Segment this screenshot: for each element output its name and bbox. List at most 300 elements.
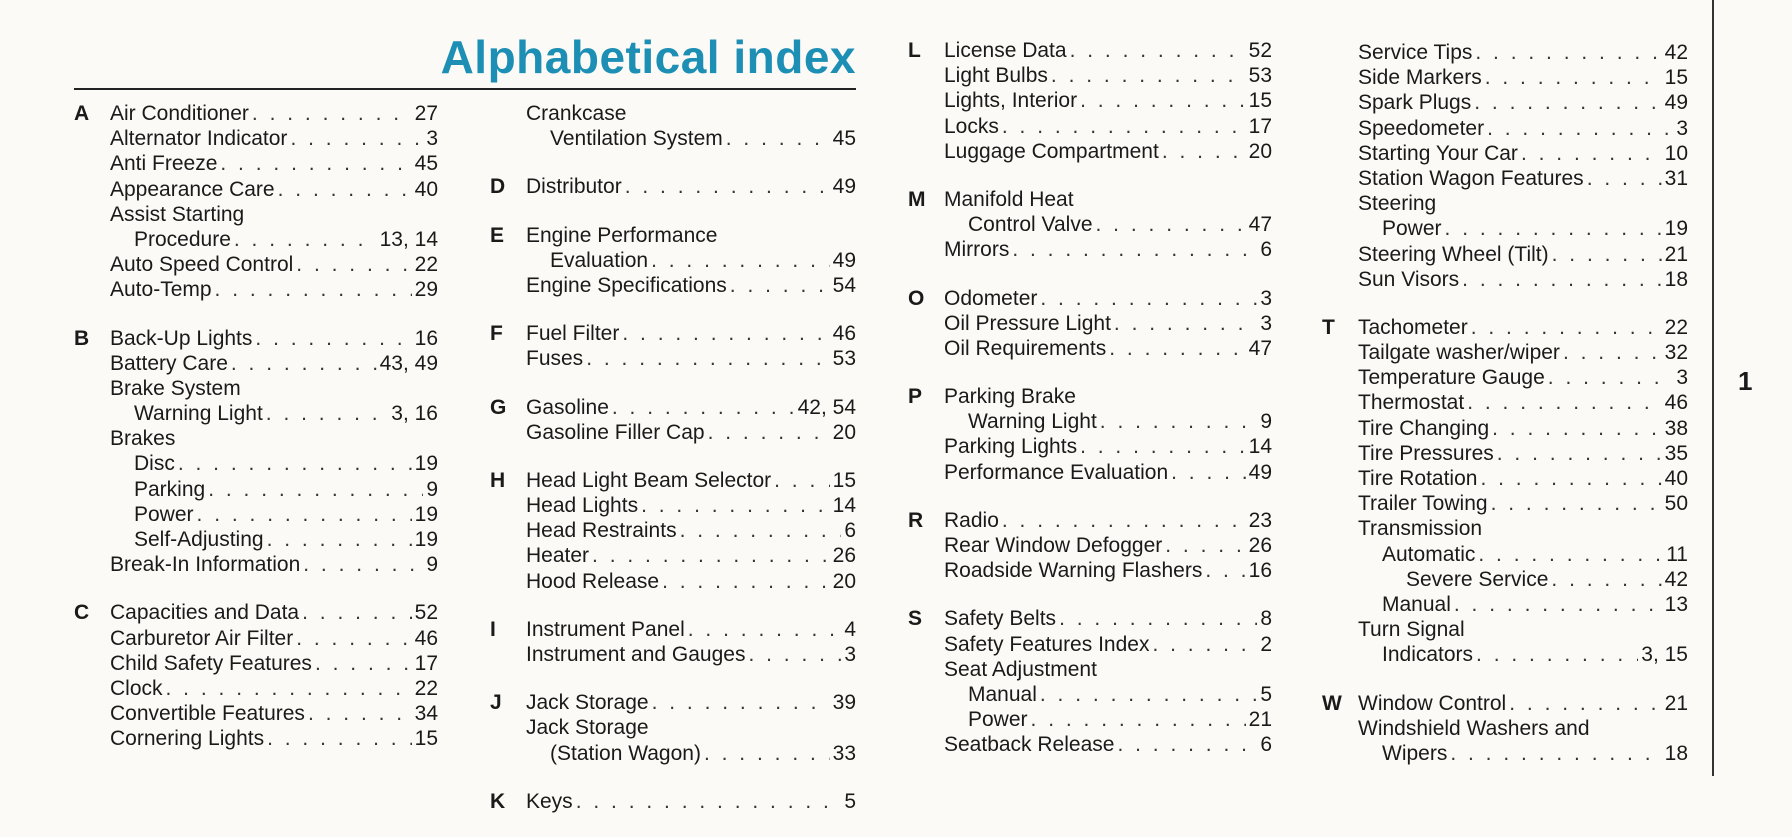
index-entry	[908, 187, 1272, 212]
entry-text: Window Control	[1358, 691, 1507, 715]
dot-leader	[302, 600, 412, 625]
entry-page-number: 3	[844, 643, 856, 666]
index-entry	[490, 741, 856, 766]
entry-text: Hood Release	[526, 569, 660, 593]
dot-leader	[234, 227, 377, 252]
section-letter: M	[908, 187, 926, 211]
index-entry	[1322, 441, 1688, 466]
entry-page-number: 49	[1248, 460, 1272, 484]
entry-text: Jack Storage	[526, 716, 649, 740]
index-entry	[490, 248, 856, 273]
entry-text: Power	[134, 502, 194, 526]
entry-page-number: 8	[1260, 607, 1272, 631]
index-entry	[74, 502, 438, 527]
index-entry	[490, 789, 856, 814]
index-entry	[74, 277, 438, 302]
index-entry	[490, 174, 856, 199]
index-section-b	[74, 326, 438, 578]
section-letter: W	[1322, 691, 1342, 715]
dot-leader	[1040, 286, 1257, 311]
index-entry	[1322, 466, 1688, 491]
entry-page-number: 21	[1664, 691, 1688, 715]
dot-leader	[1165, 533, 1245, 558]
index-section-f	[490, 321, 856, 371]
dot-leader	[267, 726, 412, 751]
entry-text: Warning Light	[134, 402, 263, 426]
index-entry	[908, 682, 1272, 707]
entry-text: Clock	[110, 676, 163, 700]
section-letter: E	[490, 223, 505, 247]
entry-text: Carburetor Air Filter	[110, 626, 294, 650]
entry-page-number: 34	[414, 702, 438, 726]
entry-page-number: 21	[1248, 708, 1272, 732]
dot-leader	[296, 252, 411, 277]
index-entry	[74, 252, 438, 277]
dot-leader	[652, 690, 830, 715]
entry-page-number: 14	[832, 494, 856, 518]
entry-text: Safety Belts	[944, 607, 1057, 631]
entry-page-number: 9	[1260, 410, 1272, 434]
index-entry	[74, 477, 438, 502]
section-letter: D	[490, 175, 506, 199]
entry-page-number: 4	[844, 617, 856, 641]
index-entry	[908, 212, 1272, 237]
entry-page-number: 52	[414, 601, 438, 625]
entry-page-number: 19	[1664, 217, 1688, 241]
index-entry	[74, 701, 438, 726]
dot-leader	[1492, 416, 1662, 441]
entry-text: Severe Service	[1406, 567, 1549, 591]
entry-page-number: 18	[1664, 741, 1688, 765]
dot-leader	[1474, 90, 1661, 115]
entry-page-number: 17	[414, 651, 438, 675]
index-entry	[908, 88, 1272, 113]
index-entry	[490, 518, 856, 543]
entry-page-number: 53	[832, 347, 856, 371]
entry-text: Station Wagon Features	[1358, 166, 1584, 190]
entry-text: Assist Starting	[110, 202, 245, 226]
entry-text: Luggage Compartment	[944, 139, 1159, 163]
dot-leader	[1117, 732, 1257, 757]
index-entry	[1322, 691, 1688, 716]
entry-page-number: 31	[1664, 166, 1688, 190]
dot-leader	[1521, 141, 1662, 166]
entry-text: Back-Up Lights	[110, 326, 253, 350]
entry-text: Jack Storage	[526, 691, 649, 715]
entry-text: Child Safety Features	[110, 651, 312, 675]
dot-leader	[1109, 336, 1245, 361]
index-entry	[1322, 567, 1688, 592]
entry-page-number: 3	[1260, 286, 1272, 310]
index-entry	[1322, 315, 1688, 340]
dot-leader	[1080, 434, 1246, 459]
dot-leader	[255, 326, 411, 351]
index-entry	[908, 632, 1272, 657]
entry-text: Auto Speed Control	[110, 253, 294, 277]
entry-page-number: 3	[1676, 366, 1688, 390]
entry-page-number: 50	[1664, 492, 1688, 516]
entry-text: Head Lights	[526, 494, 639, 518]
entry-page-number: 9	[426, 477, 438, 501]
entry-page-number: 26	[832, 544, 856, 568]
index-entry	[490, 690, 856, 715]
index-entry	[490, 346, 856, 371]
entry-page-number: 29	[414, 278, 438, 302]
entry-page-number: 18	[1664, 267, 1688, 291]
index-section-d	[490, 174, 856, 199]
dot-leader	[641, 493, 830, 518]
entry-text: Seatback Release	[944, 733, 1115, 757]
index-entry	[908, 707, 1272, 732]
dot-leader	[625, 174, 830, 199]
entry-text: Gasoline	[526, 395, 609, 419]
index-entry	[1322, 491, 1688, 516]
dot-leader	[1080, 88, 1246, 113]
index-entry	[1322, 191, 1688, 216]
index-section-w	[1322, 691, 1688, 767]
dot-leader	[1497, 441, 1662, 466]
section-letter: F	[490, 322, 503, 346]
entry-page-number: 46	[414, 626, 438, 650]
index-section-c	[74, 600, 438, 751]
index-entry	[1322, 116, 1688, 141]
entry-text: Tailgate washer/wiper	[1358, 341, 1560, 365]
index-entry	[74, 401, 438, 426]
index-entry	[74, 101, 438, 126]
index-entry	[74, 726, 438, 751]
entry-page-number: 5	[844, 789, 856, 813]
entry-text: Disc	[134, 452, 175, 476]
dot-leader	[308, 701, 412, 726]
page-number: 1	[1738, 366, 1753, 396]
entry-page-number: 42	[1664, 567, 1688, 591]
dot-leader	[303, 552, 423, 577]
dot-leader	[1096, 212, 1246, 237]
entry-page-number: 19	[414, 528, 438, 551]
index-entry	[490, 273, 856, 298]
index-entry	[1322, 617, 1688, 642]
entry-text: Safety Features Index	[944, 632, 1150, 656]
entry-text: Indicators	[1382, 643, 1474, 667]
entry-text: Mirrors	[944, 238, 1010, 262]
entry-page-number: 47	[1248, 336, 1272, 360]
dot-leader	[1002, 508, 1246, 533]
entry-text: Manifold Heat	[944, 187, 1074, 211]
dot-leader	[1454, 592, 1662, 617]
entry-page-number: 49	[832, 248, 856, 272]
entry-page-number: 15	[1664, 66, 1688, 90]
index-entry	[74, 376, 438, 401]
section-letter: P	[908, 385, 923, 409]
entry-page-number: 19	[414, 502, 438, 526]
index-entry	[490, 126, 856, 151]
dot-leader	[1462, 267, 1661, 292]
index-section-m	[908, 187, 1272, 263]
index-section-continued	[490, 101, 856, 151]
index-entry	[490, 223, 856, 248]
entry-page-number: 5	[1260, 682, 1272, 706]
entry-text: Side Markers	[1358, 66, 1482, 90]
dot-leader	[1051, 63, 1246, 88]
dot-leader	[1487, 116, 1673, 141]
entry-page-number: 45	[414, 152, 438, 176]
dot-leader	[220, 151, 411, 176]
dot-leader	[1548, 365, 1674, 390]
dot-leader	[290, 126, 423, 151]
entry-text: Parking	[134, 477, 206, 501]
entry-page-number: 22	[1664, 315, 1688, 339]
page-title: Alphabetical index	[440, 31, 856, 83]
section-letter: S	[908, 607, 923, 631]
entry-text: Transmission	[1358, 517, 1483, 541]
entry-page-number: 11	[1666, 542, 1688, 566]
index-entry	[1322, 642, 1688, 667]
dot-leader	[748, 642, 841, 667]
entry-text: Steering Wheel (Tilt)	[1358, 242, 1549, 266]
entry-text: Parking Brake	[944, 385, 1076, 409]
entry-page-number: 13, 14	[379, 227, 438, 251]
entry-page-number: 6	[1260, 733, 1272, 757]
dot-leader	[1491, 491, 1662, 516]
entry-text: Appearance Care	[110, 177, 275, 201]
entry-text: Service Tips	[1358, 41, 1473, 64]
entry-page-number: 32	[1664, 341, 1688, 365]
entry-page-number: 52	[1248, 39, 1272, 62]
section-letter: T	[1322, 315, 1335, 339]
entry-page-number: 15	[1248, 89, 1272, 113]
index-entry	[74, 527, 438, 552]
index-entry	[490, 101, 856, 126]
entry-text: Thermostat	[1358, 391, 1465, 415]
index-column-1	[74, 101, 438, 775]
entry-text: Turn Signal	[1358, 618, 1465, 642]
entry-text: Keys	[526, 789, 573, 813]
index-column-2	[490, 101, 856, 837]
dot-leader	[1059, 606, 1257, 631]
index-entry	[74, 552, 438, 577]
dot-leader	[1205, 558, 1245, 583]
entry-page-number: 17	[1248, 114, 1272, 138]
dot-leader	[296, 626, 411, 651]
entry-page-number: 26	[1248, 534, 1272, 557]
entry-page-number: 35	[1664, 441, 1688, 465]
entry-text: Crankcase	[526, 102, 627, 125]
dot-leader	[166, 676, 412, 701]
index-section-k	[490, 789, 856, 814]
entry-page-number: 33	[832, 741, 856, 765]
dot-leader	[1070, 38, 1246, 63]
section-letter: O	[908, 286, 925, 310]
entry-text: Self-Adjusting	[134, 528, 264, 551]
dot-leader	[576, 789, 842, 814]
dot-leader	[1445, 216, 1662, 241]
index-entry	[908, 732, 1272, 757]
dot-leader	[1450, 741, 1661, 766]
dot-leader	[215, 277, 412, 302]
section-letter: R	[908, 508, 924, 532]
index-entry	[490, 420, 856, 445]
entry-text: Anti Freeze	[110, 152, 218, 176]
index-entry	[74, 626, 438, 651]
dot-leader	[592, 543, 830, 568]
entry-text: Instrument and Gauges	[526, 643, 746, 666]
entry-text: Fuses	[526, 347, 584, 371]
entry-page-number: 53	[1248, 64, 1272, 88]
entry-text: Odometer	[944, 286, 1038, 310]
entry-page-number: 27	[414, 102, 438, 125]
entry-text: Fuel Filter	[526, 322, 620, 346]
entry-text: Power	[1382, 217, 1442, 241]
entry-page-number: 16	[414, 326, 438, 350]
dot-leader	[1171, 460, 1246, 485]
dot-leader	[197, 502, 412, 527]
entry-text: Cornering Lights	[110, 727, 265, 751]
index-section-t	[1322, 315, 1688, 668]
dot-leader	[1563, 340, 1662, 365]
entry-page-number: 43, 49	[379, 351, 438, 375]
index-section-p	[908, 384, 1272, 485]
index-entry	[1322, 741, 1688, 766]
entry-page-number: 20	[832, 569, 856, 593]
dot-leader	[1467, 390, 1661, 415]
entry-page-number: 20	[832, 420, 856, 444]
dot-leader	[1162, 139, 1246, 164]
dot-leader	[651, 248, 830, 273]
entry-text: Trailer Towing	[1358, 492, 1488, 516]
index-entry	[1322, 390, 1688, 415]
entry-page-number: 42	[1664, 41, 1688, 64]
index-entry	[74, 426, 438, 451]
dot-leader	[662, 569, 830, 594]
dot-leader	[680, 518, 842, 543]
entry-page-number: 40	[414, 177, 438, 201]
index-entry	[490, 569, 856, 594]
dot-leader	[1587, 166, 1662, 191]
dot-leader	[1471, 315, 1662, 340]
dot-leader	[266, 401, 388, 426]
section-letter: L	[908, 39, 921, 62]
entry-page-number: 42, 54	[797, 395, 856, 419]
index-entry	[1322, 516, 1688, 541]
entry-page-number: 3	[1676, 116, 1688, 140]
entry-page-number: 47	[1248, 213, 1272, 237]
entry-text: Performance Evaluation	[944, 460, 1169, 484]
index-entry	[908, 508, 1272, 533]
index-entry	[1322, 166, 1688, 191]
index-entry	[908, 460, 1272, 485]
entry-page-number: 10	[1664, 141, 1688, 165]
index-entry	[490, 543, 856, 568]
entry-text: Engine Specifications	[526, 273, 727, 297]
entry-text: Automatic	[1382, 542, 1476, 566]
entry-text: Procedure	[134, 227, 231, 251]
section-letter: G	[490, 395, 507, 419]
entry-text: Lights, Interior	[944, 89, 1078, 113]
index-entry	[74, 326, 438, 351]
index-entry	[1322, 365, 1688, 390]
section-letter: B	[74, 326, 90, 350]
index-entry	[908, 657, 1272, 682]
entry-text: Gasoline Filler Cap	[526, 420, 705, 444]
entry-page-number: 2	[1260, 632, 1272, 656]
dot-leader	[1002, 114, 1246, 139]
dot-leader	[315, 651, 412, 676]
entry-text: Control Valve	[968, 213, 1093, 237]
entry-text: Steering	[1358, 192, 1437, 216]
index-column-3	[908, 38, 1272, 781]
index-entry	[74, 351, 438, 376]
entry-page-number: 6	[1260, 238, 1272, 262]
index-entry	[1322, 141, 1688, 166]
dot-leader	[1012, 237, 1257, 262]
entry-text: Locks	[944, 114, 999, 138]
entry-text: Sun Visors	[1358, 267, 1460, 291]
entry-page-number: 23	[1248, 508, 1272, 532]
dot-leader	[708, 420, 830, 445]
entry-text: Battery Care	[110, 351, 228, 375]
entry-page-number: 3, 16	[391, 402, 438, 426]
dot-leader	[267, 527, 412, 552]
dot-leader	[1551, 567, 1661, 592]
index-entry	[1322, 542, 1688, 567]
entry-text: Head Light Beam Selector	[526, 468, 772, 492]
section-letter: J	[490, 691, 502, 715]
entry-text: Radio	[944, 508, 999, 532]
entry-text: Power	[968, 708, 1028, 732]
entry-page-number: 6	[844, 519, 856, 543]
page-edge-line	[1712, 0, 1714, 776]
index-entry	[908, 558, 1272, 583]
index-entry	[908, 139, 1272, 164]
index-section-l	[908, 38, 1272, 164]
entry-text: Oil Pressure Light	[944, 311, 1111, 335]
entry-text: Engine Performance	[526, 223, 718, 247]
entry-text: Light Bulbs	[944, 64, 1048, 88]
dot-leader	[1152, 632, 1257, 657]
dot-leader	[1040, 682, 1257, 707]
entry-text: Oil Requirements	[944, 336, 1107, 360]
entry-page-number: 40	[1664, 467, 1688, 490]
entry-text: Break-In Information	[110, 553, 301, 577]
entry-text: Convertible Features	[110, 702, 305, 726]
entry-text: Air Conditioner	[110, 102, 249, 125]
index-entry	[490, 642, 856, 667]
index-section-s	[908, 606, 1272, 757]
index-entry	[1322, 267, 1688, 292]
index-entry	[490, 395, 856, 420]
entry-text: Temperature Gauge	[1358, 366, 1545, 390]
entry-text: Tire Rotation	[1358, 467, 1478, 490]
section-letter: I	[490, 617, 496, 641]
index-entry	[908, 409, 1272, 434]
entry-text: Starting Your Car	[1358, 141, 1518, 165]
dot-leader	[1485, 65, 1662, 90]
entry-text: Roadside Warning Flashers	[944, 559, 1203, 583]
index-section-e	[490, 223, 856, 299]
entry-text: Warning Light	[968, 410, 1097, 434]
dot-leader	[1031, 707, 1246, 732]
entry-text: Capacities and Data	[110, 601, 300, 625]
dot-leader	[1478, 542, 1663, 567]
entry-text: (Station Wagon)	[550, 741, 701, 765]
entry-text: Seat Adjustment	[944, 657, 1097, 681]
index-section-i	[490, 617, 856, 667]
entry-page-number: 9	[426, 553, 438, 577]
index-section-r	[908, 508, 1272, 584]
entry-text: Speedometer	[1358, 116, 1485, 140]
dot-leader	[1476, 642, 1638, 667]
entry-text: Tachometer	[1358, 315, 1468, 339]
